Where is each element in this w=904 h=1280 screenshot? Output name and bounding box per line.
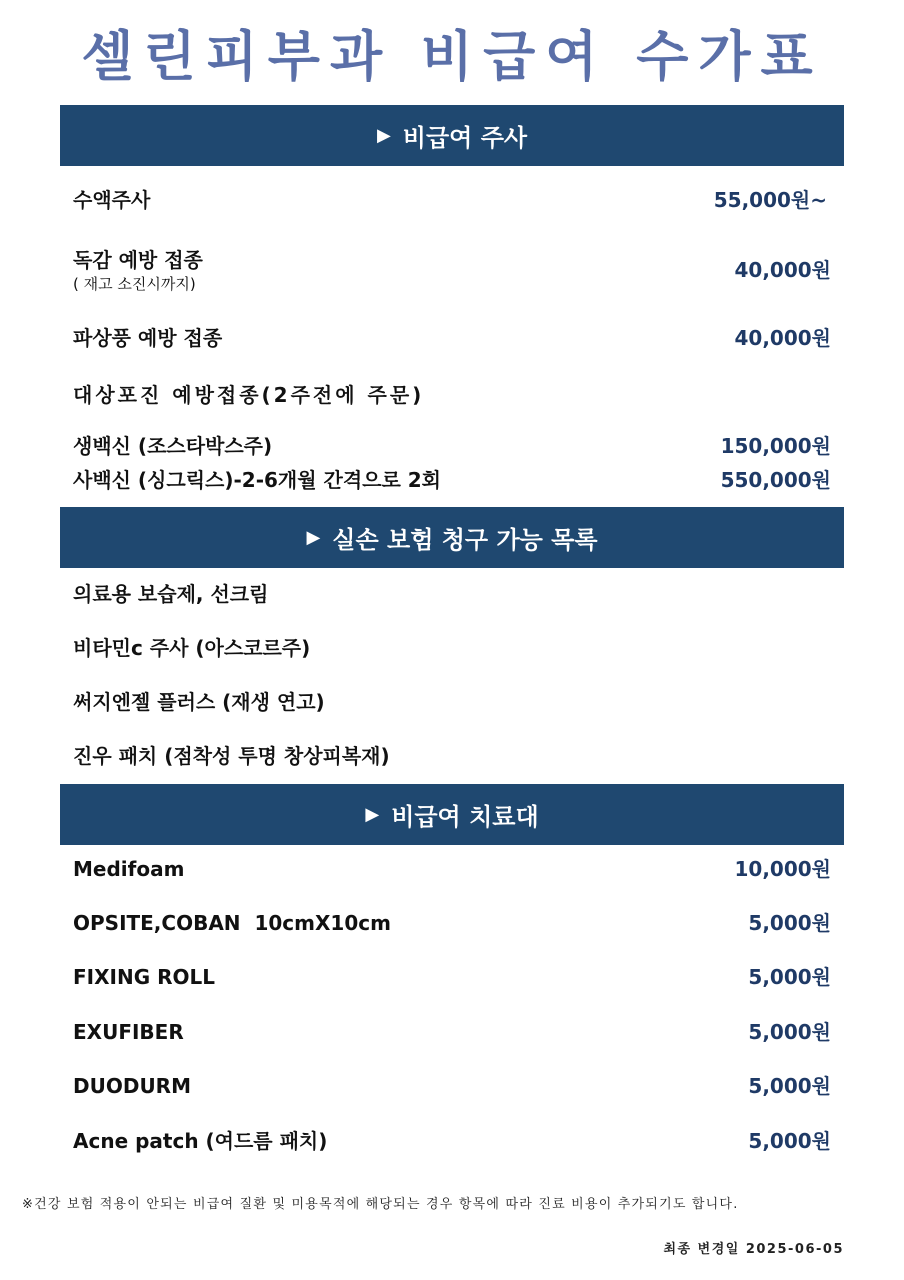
item-name: EXUFIBER (73, 1020, 184, 1044)
item-note: ( 재고 소진시까지) (73, 275, 196, 293)
item-price: 5,000원 (748, 1074, 831, 1098)
list-item (73, 580, 831, 608)
price-row (73, 1127, 831, 1155)
item-price: 150,000원 (720, 434, 831, 458)
triangle-right-icon: ▶ (306, 527, 321, 548)
price-row (73, 1072, 831, 1100)
footnote: ※건강 보험 적용이 안되는 비급여 질환 및 미용목적에 해당되는 경우 항목에 따라 진료 비용이 추가되기도 합니다. (22, 1197, 739, 1212)
price-row (73, 186, 831, 214)
price-row (73, 432, 831, 460)
item-price: 5,000원 (748, 1020, 831, 1044)
item-name: Medifoam (73, 857, 185, 881)
price-row (73, 246, 831, 294)
item-price: 10,000원 (734, 857, 831, 881)
item-name: 파상풍 예방 접종 (73, 326, 223, 350)
item-name: 생백신 (조스타박스주) (73, 434, 273, 458)
triangle-right-icon: ▶ (365, 804, 380, 825)
item-name: DUODURM (73, 1074, 191, 1098)
item-name: 독감 예방 접종 (73, 248, 203, 272)
triangle-right-icon: ▶ (376, 125, 391, 146)
item-name: 써지엔젤 플러스 (재생 연고) (73, 690, 325, 714)
section-header-insurance (60, 507, 844, 568)
price-row (73, 855, 831, 883)
item-name-group (73, 246, 203, 294)
item-name: 대상포진 예방접종(2주전에 주문) (73, 383, 425, 407)
price-row (73, 1018, 831, 1046)
section-header-injections (60, 105, 844, 166)
section-label: 비급여 주사 (402, 124, 528, 152)
item-price: 5,000원 (748, 911, 831, 935)
item-price: 55,000원~ (713, 188, 827, 212)
item-name: 수액주사 (73, 188, 151, 212)
price-row (73, 324, 831, 352)
section-label: 비급여 치료대 (391, 803, 539, 831)
item-name: 비타민c 주사 (아스코르주) (73, 636, 311, 660)
price-row (73, 963, 831, 991)
item-name: 사백신 (싱그릭스)-2-6개월 간격으로 2회 (73, 468, 441, 492)
price-row (73, 909, 831, 937)
list-item (73, 634, 831, 662)
section-label: 실손 보험 청구 가능 목록 (332, 526, 598, 554)
page-title: 셀린피부과 비급여 수가표 (81, 25, 823, 88)
item-price: 5,000원 (748, 1129, 831, 1153)
item-price: 550,000원 (720, 468, 831, 492)
item-price: 40,000원 (734, 326, 831, 350)
list-item (73, 742, 831, 770)
item-name: OPSITE,COBAN 10cmX10cm (73, 911, 391, 935)
price-row (73, 381, 831, 409)
list-item (73, 688, 831, 716)
item-name: 의료용 보습제, 선크림 (73, 582, 269, 606)
item-name: FIXING ROLL (73, 965, 215, 989)
item-name: 진우 패치 (점착성 투명 창상피복재) (73, 744, 390, 768)
section-header-materials (60, 784, 844, 845)
item-price: 40,000원 (734, 258, 831, 282)
price-row (73, 466, 831, 494)
item-name: Acne patch (여드름 패치) (73, 1129, 328, 1153)
last-updated-date: 최종 변경일 2025-06-05 (663, 1242, 844, 1257)
item-price: 5,000원 (748, 965, 831, 989)
